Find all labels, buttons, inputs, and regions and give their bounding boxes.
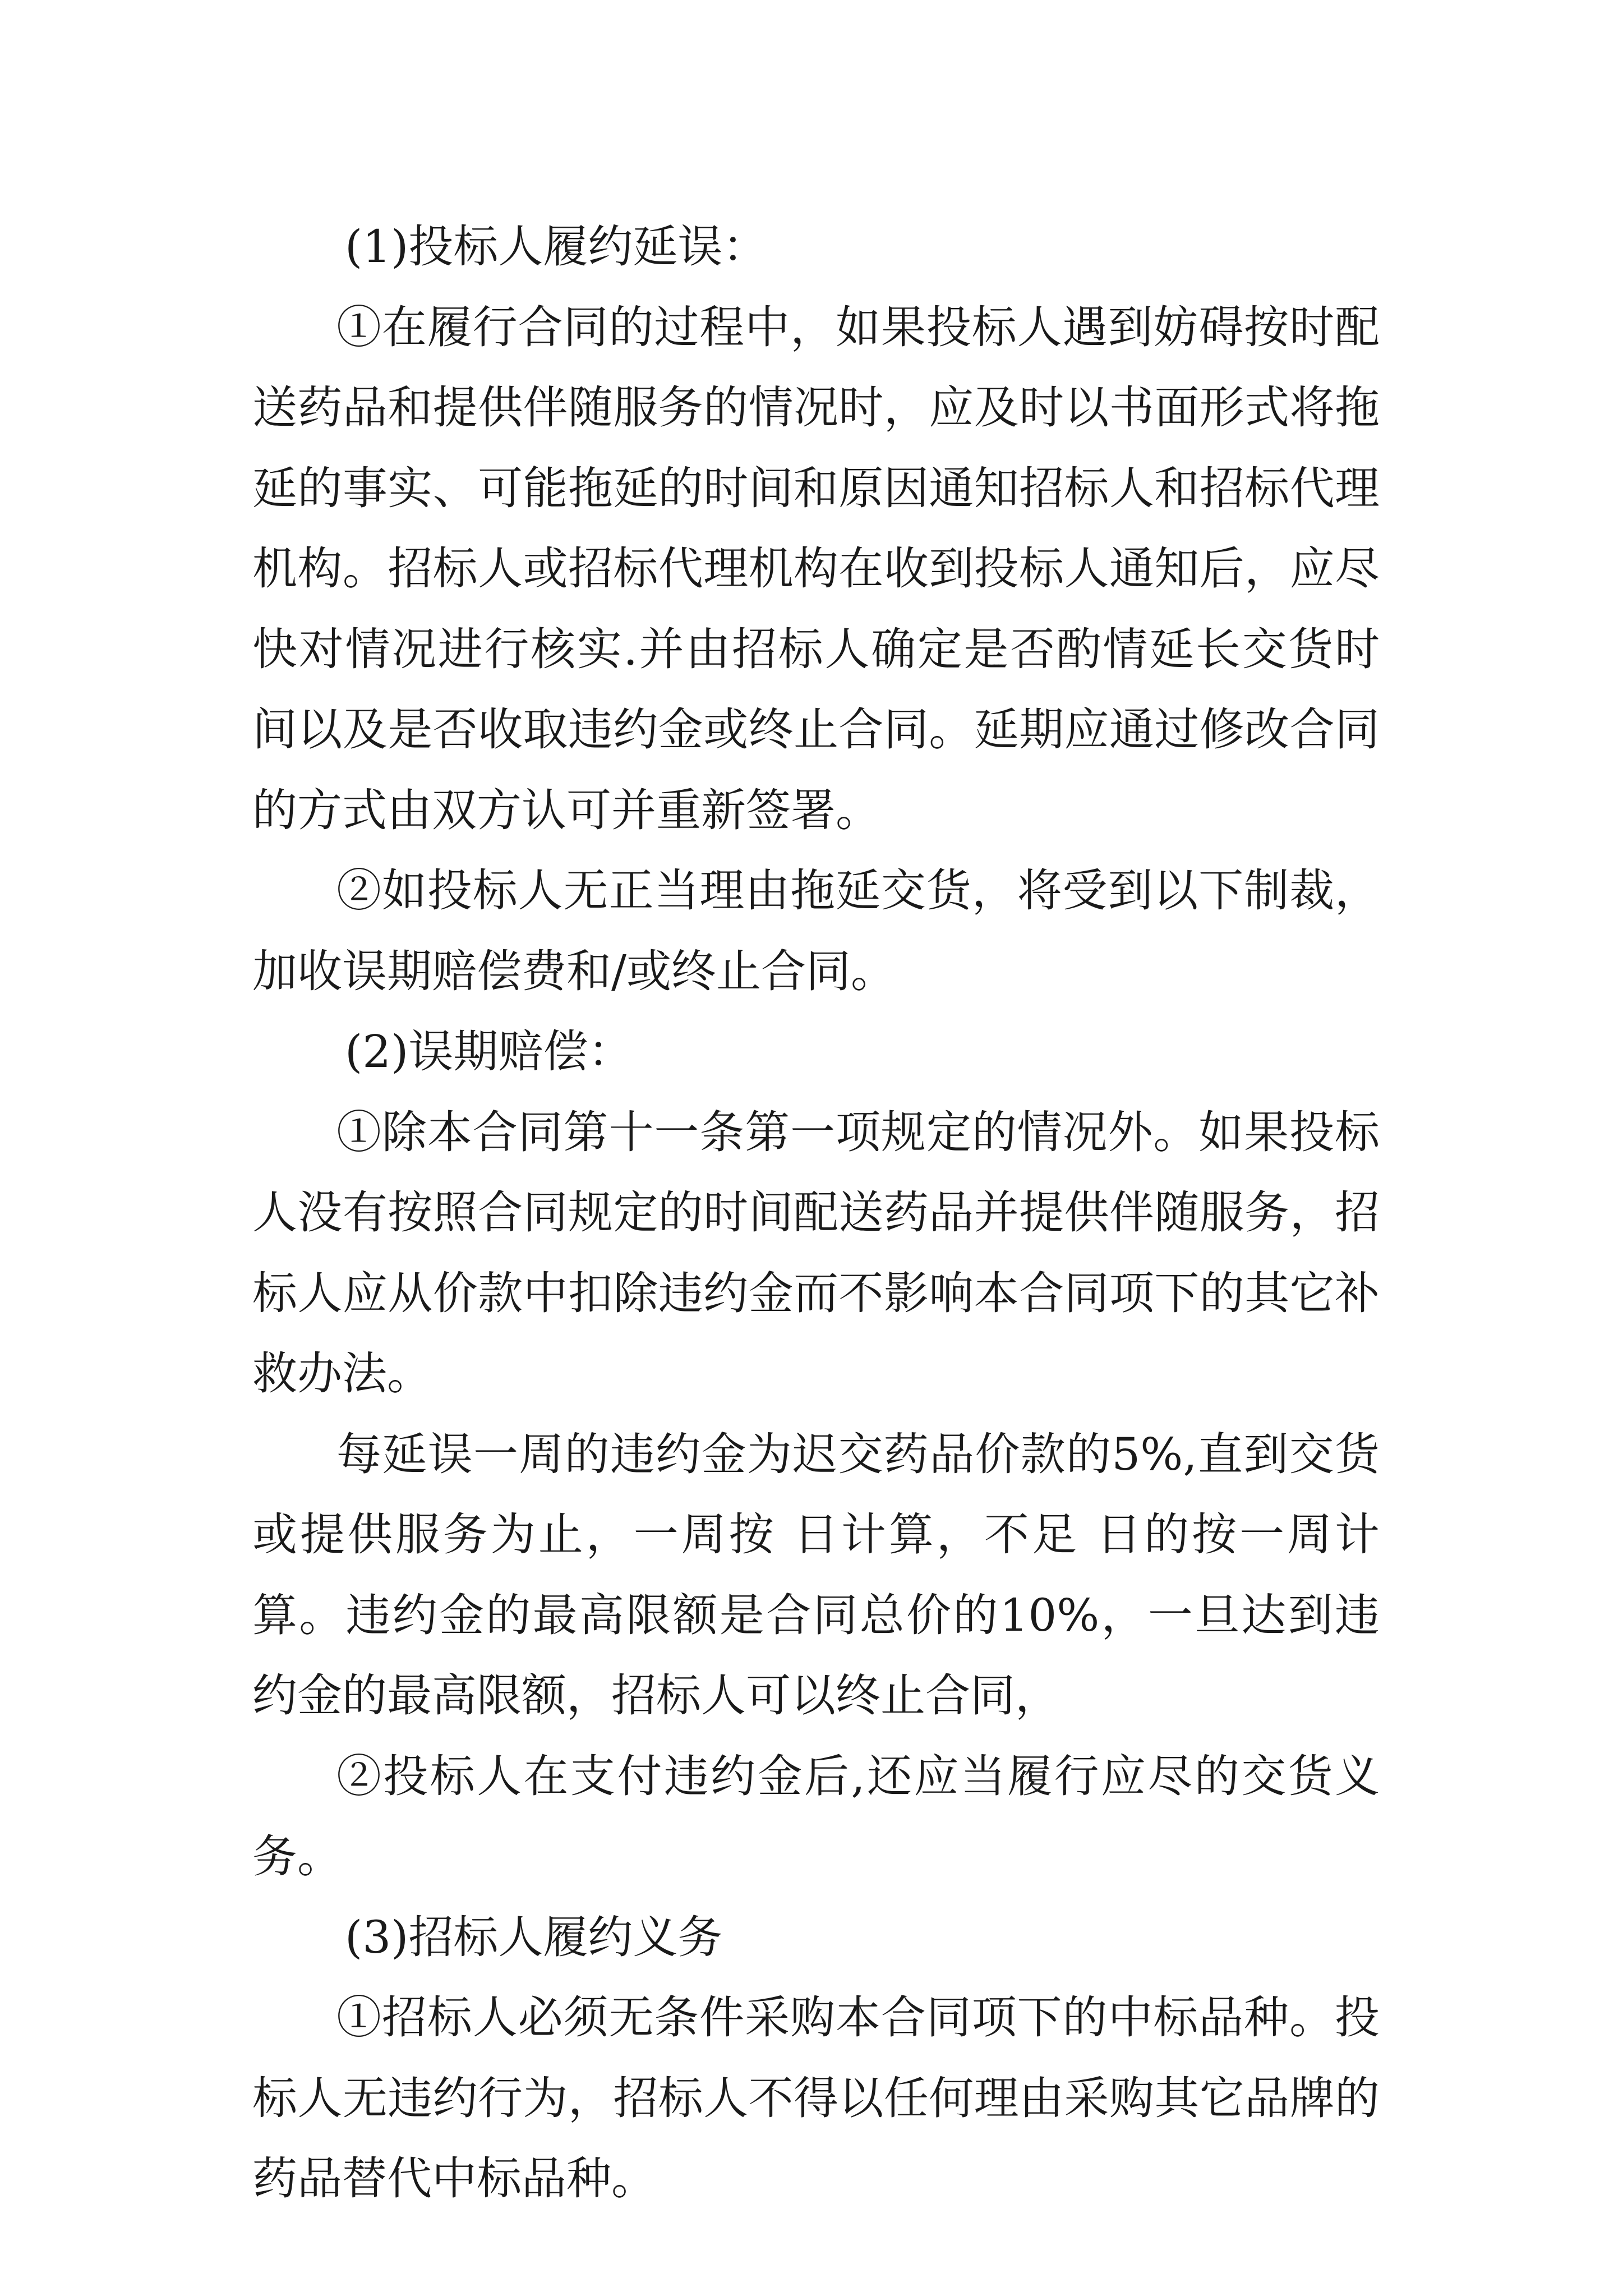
- paragraph-heading-3: (3)招标人履约义务: [345, 1911, 723, 1963]
- paragraph-clause-2-1: ①除本合同第十一条第一项规定的情况外。如果投标人没有按照合同规定的时间配送药品并提供伴随服务，招标人应从价款中扣除违约金而不影响本合同项下的其它补救办法。: [252, 1106, 1380, 1400]
- paragraph-clause-2-2: ②投标人在支付违约金后,还应当履行应尽的交货义务。: [252, 1750, 1380, 1883]
- paragraph-clause-3-1: ①招标人必须无条件采购本合同项下的中标品种。投标人无违约行为，招标人不得以任何理由采购其它品牌的药品替代中标品种。: [252, 1991, 1380, 2205]
- paragraph-clause-1-2: ②如投标人无正当理由拖延交货，将受到以下制裁，加收误期赔偿费和/或终止合同。: [252, 864, 1380, 997]
- paragraph-heading-1: (1)投标人履约延误：: [345, 220, 768, 273]
- document-body: [252, 206, 1380, 2219]
- paragraph-clause-1-1: ①在履行合同的过程中，如果投标人遇到妨碍按时配送药品和提供伴随服务的情况时，应及时以书面形式将拖延的事实、可能拖延的时间和原因通知招标人和招标代理机构。招标人或招标代理机构在收到投标人通知后，应尽快对情况进行核实.并由招标人确定是否酌情延长交货时间以及是否收取违约金或终止合同。延期应通过修改合同的方式由双方认可并重新签署。: [252, 301, 1380, 836]
- paragraph-heading-2: (2)误期赔偿：: [345, 1025, 633, 1078]
- paragraph-clause-2-detail: 每延误一周的违约金为迟交药品价款的5%,直到交货或提供服务为止，一周按 日计算，不足 日的按一周计算。违约金的最高限额是合同总价的10%，一旦达到违约金的最高限额，招标人可以终止合同，: [252, 1428, 1380, 1722]
